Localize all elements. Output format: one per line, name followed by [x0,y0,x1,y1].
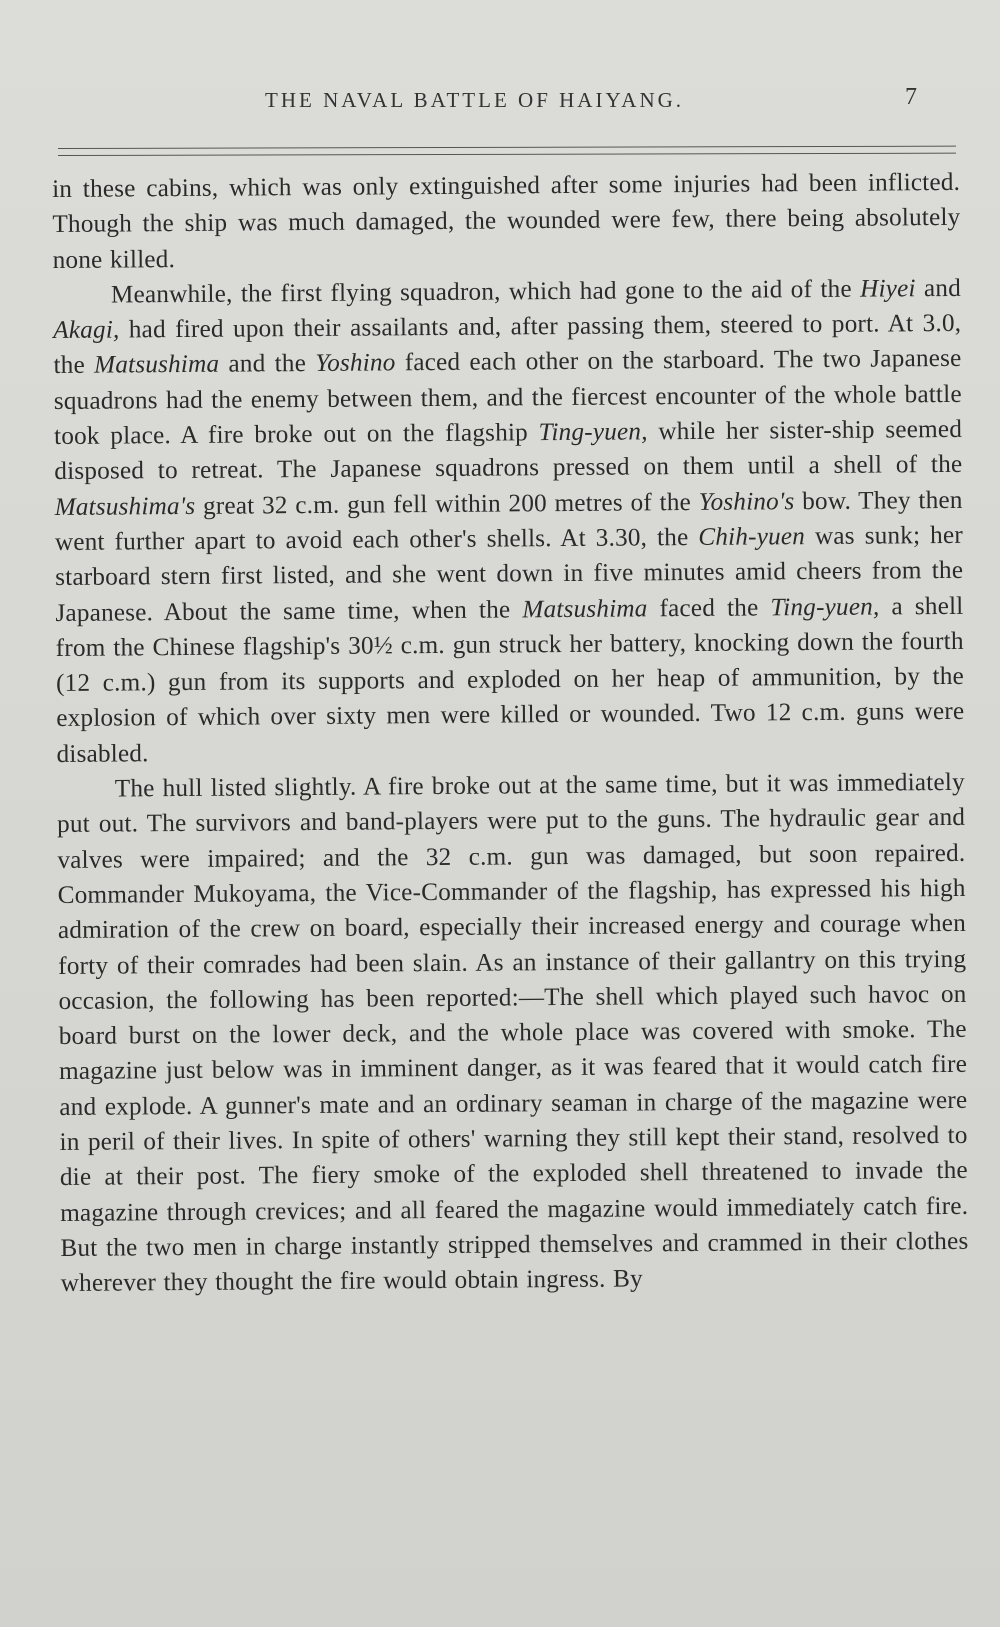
ship-name: Matsushima's [54,492,196,521]
ship-name: Ting-yuen, [770,593,880,621]
text-segment: while her sister-ship seemed disposed to retreat. The Japanese squadrons pressed on them until a shell of the [54,415,963,486]
ship-name: Akagi, [53,316,120,345]
header-rule-top [58,146,956,149]
ship-name: Ting-yuen, [538,418,648,447]
paragraph-1 [52,165,961,278]
text-segment: was sunk; her starboard stern first listed, and she went down in five minutes amid cheers from the Japanese. About the same time, when the [55,521,964,627]
header-rule-bottom [58,153,956,156]
ship-name: Chih-yuen [698,523,806,551]
paragraph-3 [57,765,969,1302]
text-segment: faced the [647,593,771,622]
text-segment: a shell from the Chinese flagship's 30½ c.m. gun struck her battery, knocking down the fourth (12 c.m.) gun from its supports and exploded on her heap of ammunition, by the explosion of which over sixty men were killed or wounded. Two 12 c.m. guns were disabled. [55,592,965,768]
paragraph-2 [53,271,965,772]
text-segment: had fired upon their assailants and, after passing them, steered to port. At 3.0, the [53,310,962,380]
ship-name: Yoshino's [698,487,795,516]
text-segment: The hull listed slightly. A fire broke out at the same time, but it was immediately put out. The survivors and band-players were put to the guns. The hydraulic gear and valves were impaired; and the 32 c.m. gun was damaged, but soon repaired. Commander Mukoyama, the Vice-Commander of the flagship, has expressed his high admiration of the crew on board, especially their increased energy and courage when forty of their comrades had been slain. As an instance of their gallantry on this trying occasion, the following has been reported:—The shell which played such havoc on board burst on the lower deck, and the whole place was covered with smoke. The magazine just below was in imminent danger, as it was feared that it would catch fire and explode. A gunner's mate and an ordinary seaman in charge of the magazine were in peril of their lives. In spite of others' warning they still kept their stand, resolved to die at their post. The fiery smoke of the exploded shell threatened to invade the magazine through crevices; and all feared the magazine would immediately catch fire. But the two men in charge instantly stripped themselves and crammed in their clothes wherever they thought the fire would obtain ingress. By [57,768,969,1298]
ship-name: Hiyei [860,275,916,303]
text-segment: and the [219,350,316,379]
text-segment: great 32 c.m. gun fell within 200 metres of the [195,488,699,520]
page-number: 7 [905,84,917,110]
text-segment: in these cabins, which was only extinguished after some injuries had been inflicted. Though the ship was much damaged, the wounded were few, there being absolutely none killed. [52,168,961,274]
text-segment: bow. They then went further apart to avoid each other's shells. At 3.30, the [54,486,963,556]
running-title: THE NAVAL BATTLE OF HAIYANG. [265,88,685,112]
body-text [52,165,971,1532]
text-segment: Meanwhile, the first flying squadron, which had gone to the aid of the [110,275,861,309]
ship-name: Yoshino [315,349,396,378]
text-segment: and [915,274,962,303]
ship-name: Matsushima [522,594,648,623]
ship-name: Matsushima [94,351,220,380]
text-segment: faced each other on the starboard. The two Japanese squadrons had the enemy between them, and the fiercest encounter of the whole battle took place. A fire broke out on the flagship [53,345,962,451]
